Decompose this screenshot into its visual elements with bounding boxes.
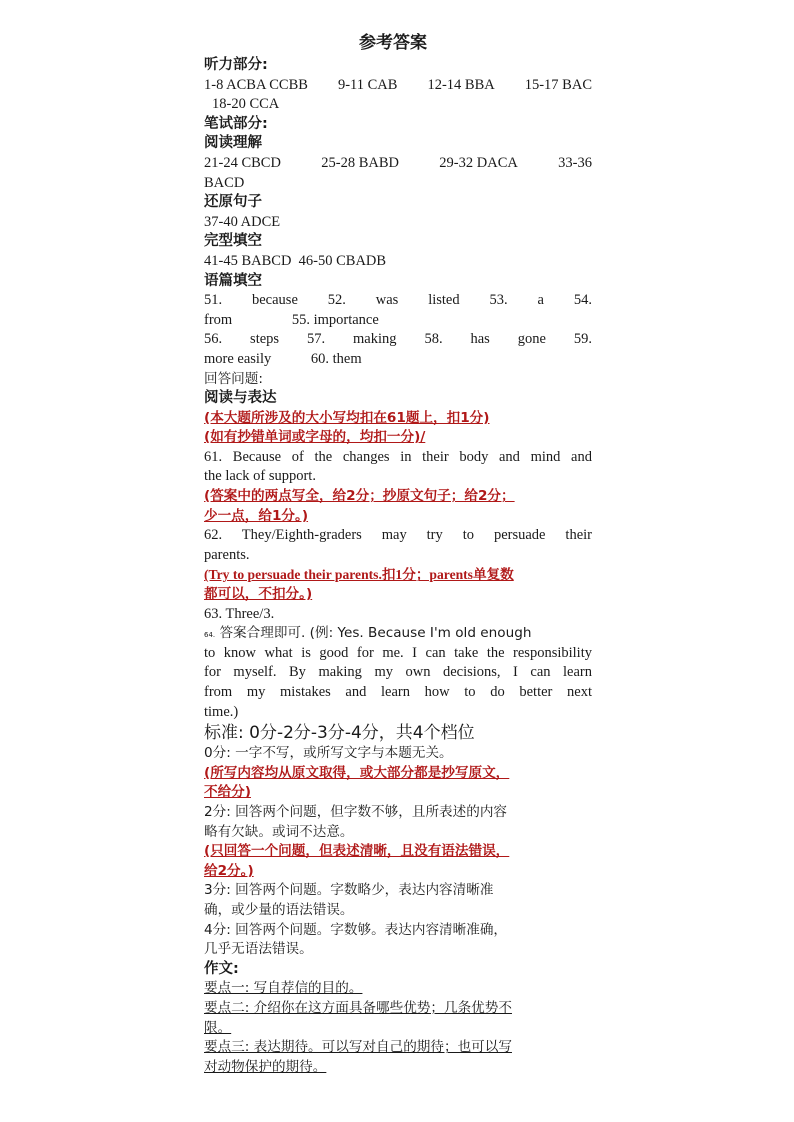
written-heading: 笔试部分: [204, 115, 268, 132]
page-title: 参考答案 [359, 33, 427, 53]
passage-answers-row4 [204, 350, 592, 370]
passage-heading: 语篇填空 [204, 272, 262, 289]
listening-answers-line2: 18-20 CCA [212, 96, 280, 113]
q61-line1: 61. Because of the changes in their body and mind and [204, 448, 592, 465]
passage-token: more easily [204, 350, 272, 367]
standard-4-line1: 4分: 回答两个问题。字数够。表达内容清晰准确， [204, 921, 508, 938]
q62-line2: parents. [204, 546, 250, 563]
essay-heading: 作文: [204, 960, 239, 977]
passage-token: because [252, 292, 298, 309]
passage-token: making [353, 331, 397, 348]
passage-token: 53. [489, 292, 508, 309]
passage-token: 54. [573, 292, 592, 309]
standard-3-line1: 3分: 回答两个问题。字数略少，表达内容清晰准 [204, 882, 494, 899]
reading-heading: 阅读理解 [204, 135, 262, 152]
passage-token: 52. [327, 292, 346, 309]
reading-answer: 25-28 BABD [321, 154, 399, 171]
q64-text: 答案合理即可. (例: Yes. Because I'm old enough [219, 625, 532, 642]
q61-note-line1: (答案中的两点写全，给2分；抄原文句子；给2分； [204, 488, 515, 505]
passage-token: 60. them [310, 350, 362, 367]
passage-answers-row1 [204, 291, 592, 311]
q64-line4: from my mistakes and learn how to do better next [204, 684, 592, 700]
reading-answer: 33-36 [558, 154, 592, 171]
reading-answer: 21-24 CBCD [204, 154, 281, 171]
q64-line5: time.) [204, 703, 239, 720]
cloze-answers: 41-45 BABCD 46-50 CBADB [204, 252, 387, 269]
essay-point-3-line1: 要点三: 表达期待。可以写对自己的期待；也可以写 [204, 1039, 512, 1056]
standard-0-note-line2: 不给分) [204, 784, 251, 801]
listening-answer: 9-11 CAB [337, 76, 398, 93]
listening-answer: 15-17 BAC [524, 76, 592, 93]
sentences-heading: 还原句子 [204, 194, 262, 211]
standard-2-line1: 2分: 回答两个问题，但字数不够，且所表述的内容 [204, 803, 508, 820]
sentences-answers: 37-40 ADCE [204, 213, 281, 230]
standard-4-line2: 几乎无语法错误。 [204, 941, 313, 958]
listening-heading: 听力部分: [204, 57, 268, 73]
passage-token: was [375, 292, 399, 309]
passage-token: listed [428, 292, 460, 309]
essay-point-3-line2: 对动物保护的期待。 [204, 1058, 327, 1075]
standard-3-line2: 确，或少量的语法错误。 [204, 901, 354, 918]
passage-token: has [470, 331, 490, 348]
listening-answer: 12-14 BBA [427, 76, 495, 93]
q64-number: 64. [204, 631, 216, 640]
standard-2-note-line1: (只回答一个问题，但表述清晰，且没有语法错误， [204, 843, 510, 860]
q62-line1: 62. They/Eighth-graders may try to persuade their [204, 527, 592, 544]
q64-line1 [204, 624, 592, 644]
expression-note-1: (本大题所涉及的大小写均扣在61题上，扣1分) [204, 409, 490, 426]
passage-answers-row2 [204, 311, 592, 331]
essay-point-1: 要点一: 写自荐信的目的。 [204, 980, 363, 997]
passage-token: 55. importance [291, 311, 379, 328]
passage-token: a [537, 292, 544, 309]
expression-heading: 阅读与表达 [204, 390, 277, 407]
passage-token: 51. [204, 292, 223, 309]
reading-answers-line1 [204, 154, 592, 174]
q62-note-line2: 都可以，不扣分。) [204, 586, 313, 603]
q61-note-line2: 少一点，给1分。) [204, 507, 309, 524]
answer-key-page [204, 30, 592, 1077]
listening-answer: 1-8 ACBA CCBB [204, 76, 308, 93]
passage-token: 57. [306, 331, 326, 348]
passage-token: gone [517, 331, 546, 348]
q64-line2: to know what is good for me. I can take the responsibility [204, 644, 592, 661]
reading-answers-line2: BACD [204, 174, 245, 191]
essay-point-2-line2: 限。 [204, 1019, 232, 1036]
standard-2-line2: 略有欠缺。或词不达意。 [204, 823, 354, 840]
passage-token: 56. [204, 331, 223, 348]
passage-token: from [204, 311, 233, 328]
questions-heading: 回答问题: [204, 370, 263, 387]
standard-0-note-line1: (所写内容均从原文取得，或大部分都是抄写原文， [204, 764, 510, 781]
passage-token: 58. [424, 331, 443, 348]
standard-heading: 标准: 0分-2分-3分-4分，共4个档位 [204, 723, 475, 744]
passage-token: 59. [573, 331, 592, 348]
passage-answers-row3 [204, 330, 592, 350]
passage-token: steps [250, 331, 280, 348]
listening-answers-line1 [204, 76, 592, 96]
standard-0: 0分: 一字不写，或所写文字与本题无关。 [204, 745, 453, 762]
q62-note-line1: (Try to persuade their parents.扣1分；parents单复数 [204, 567, 514, 583]
expression-note-2: (如有抄错单词或字母的，均扣一分)/ [204, 429, 426, 446]
standard-2-note-line2: 给2分。) [204, 862, 254, 879]
cloze-heading: 完型填空 [204, 233, 262, 250]
essay-point-2-line1: 要点二: 介绍你在这方面具备哪些优势；几条优势不 [204, 999, 512, 1016]
q63-answer: 63. Three/3. [204, 605, 275, 622]
q64-line3: for myself. By making my own decisions, I can learn [204, 664, 592, 681]
reading-answer: 29-32 DACA [439, 154, 518, 171]
q61-line2: the lack of support. [204, 468, 316, 485]
